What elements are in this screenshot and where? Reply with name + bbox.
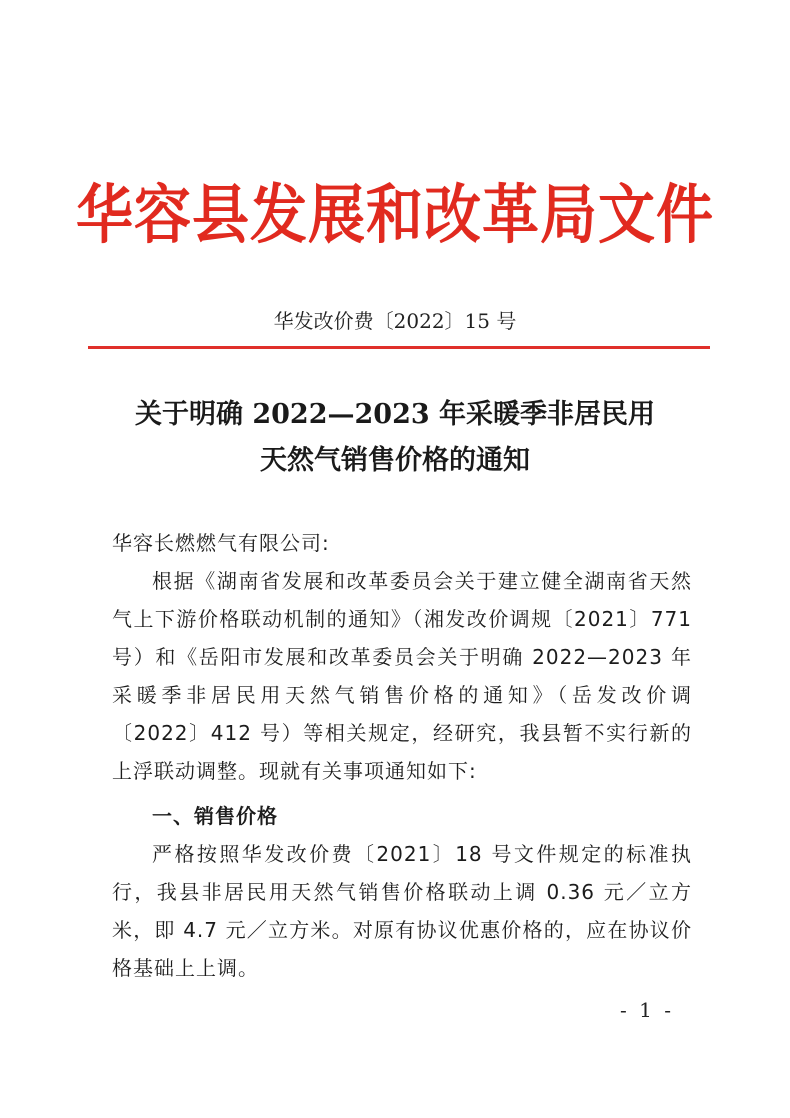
addressee: 华容长燃燃气有限公司: [112, 531, 330, 555]
document-title [0, 392, 790, 484]
body-paragraph-1: 根据《湖南省发展和改革委员会关于建立健全湖南省天然气上下游价格联动机制的通知》（湘发改价调规〔2021〕771号）和《岳阳市发展和改革委员会关于明确 2022—2023 年采暖季非居民用天然气销售价格的通知》（岳发改价调〔2022〕412 号）等相关规定，经研究，我县暂不实行新的上浮联动调整。现就有关事项通知如下: [112, 569, 692, 783]
section-heading-sales-price: 一、销售价格 [152, 804, 278, 828]
page-number: - 1 - [620, 998, 674, 1022]
issuer-header-title: 华容县发展和改革局文件 [76, 178, 714, 253]
red-divider-line [88, 346, 710, 349]
title-line-1: 关于明确 2022—2023 年采暖季非居民用 [134, 399, 656, 430]
title-line-2: 天然气销售价格的通知 [260, 445, 530, 476]
body-paragraph-2: 严格按照华发改价费〔2021〕18 号文件规定的标准执行，我县非居民用天然气销售价格联动上调 0.36 元／立方米，即 4.7 元／立方米。对原有协议优惠价格的，应在协议价格基础上上调。 [112, 842, 692, 980]
document-number: 华发改价费〔2022〕15 号 [273, 309, 517, 333]
